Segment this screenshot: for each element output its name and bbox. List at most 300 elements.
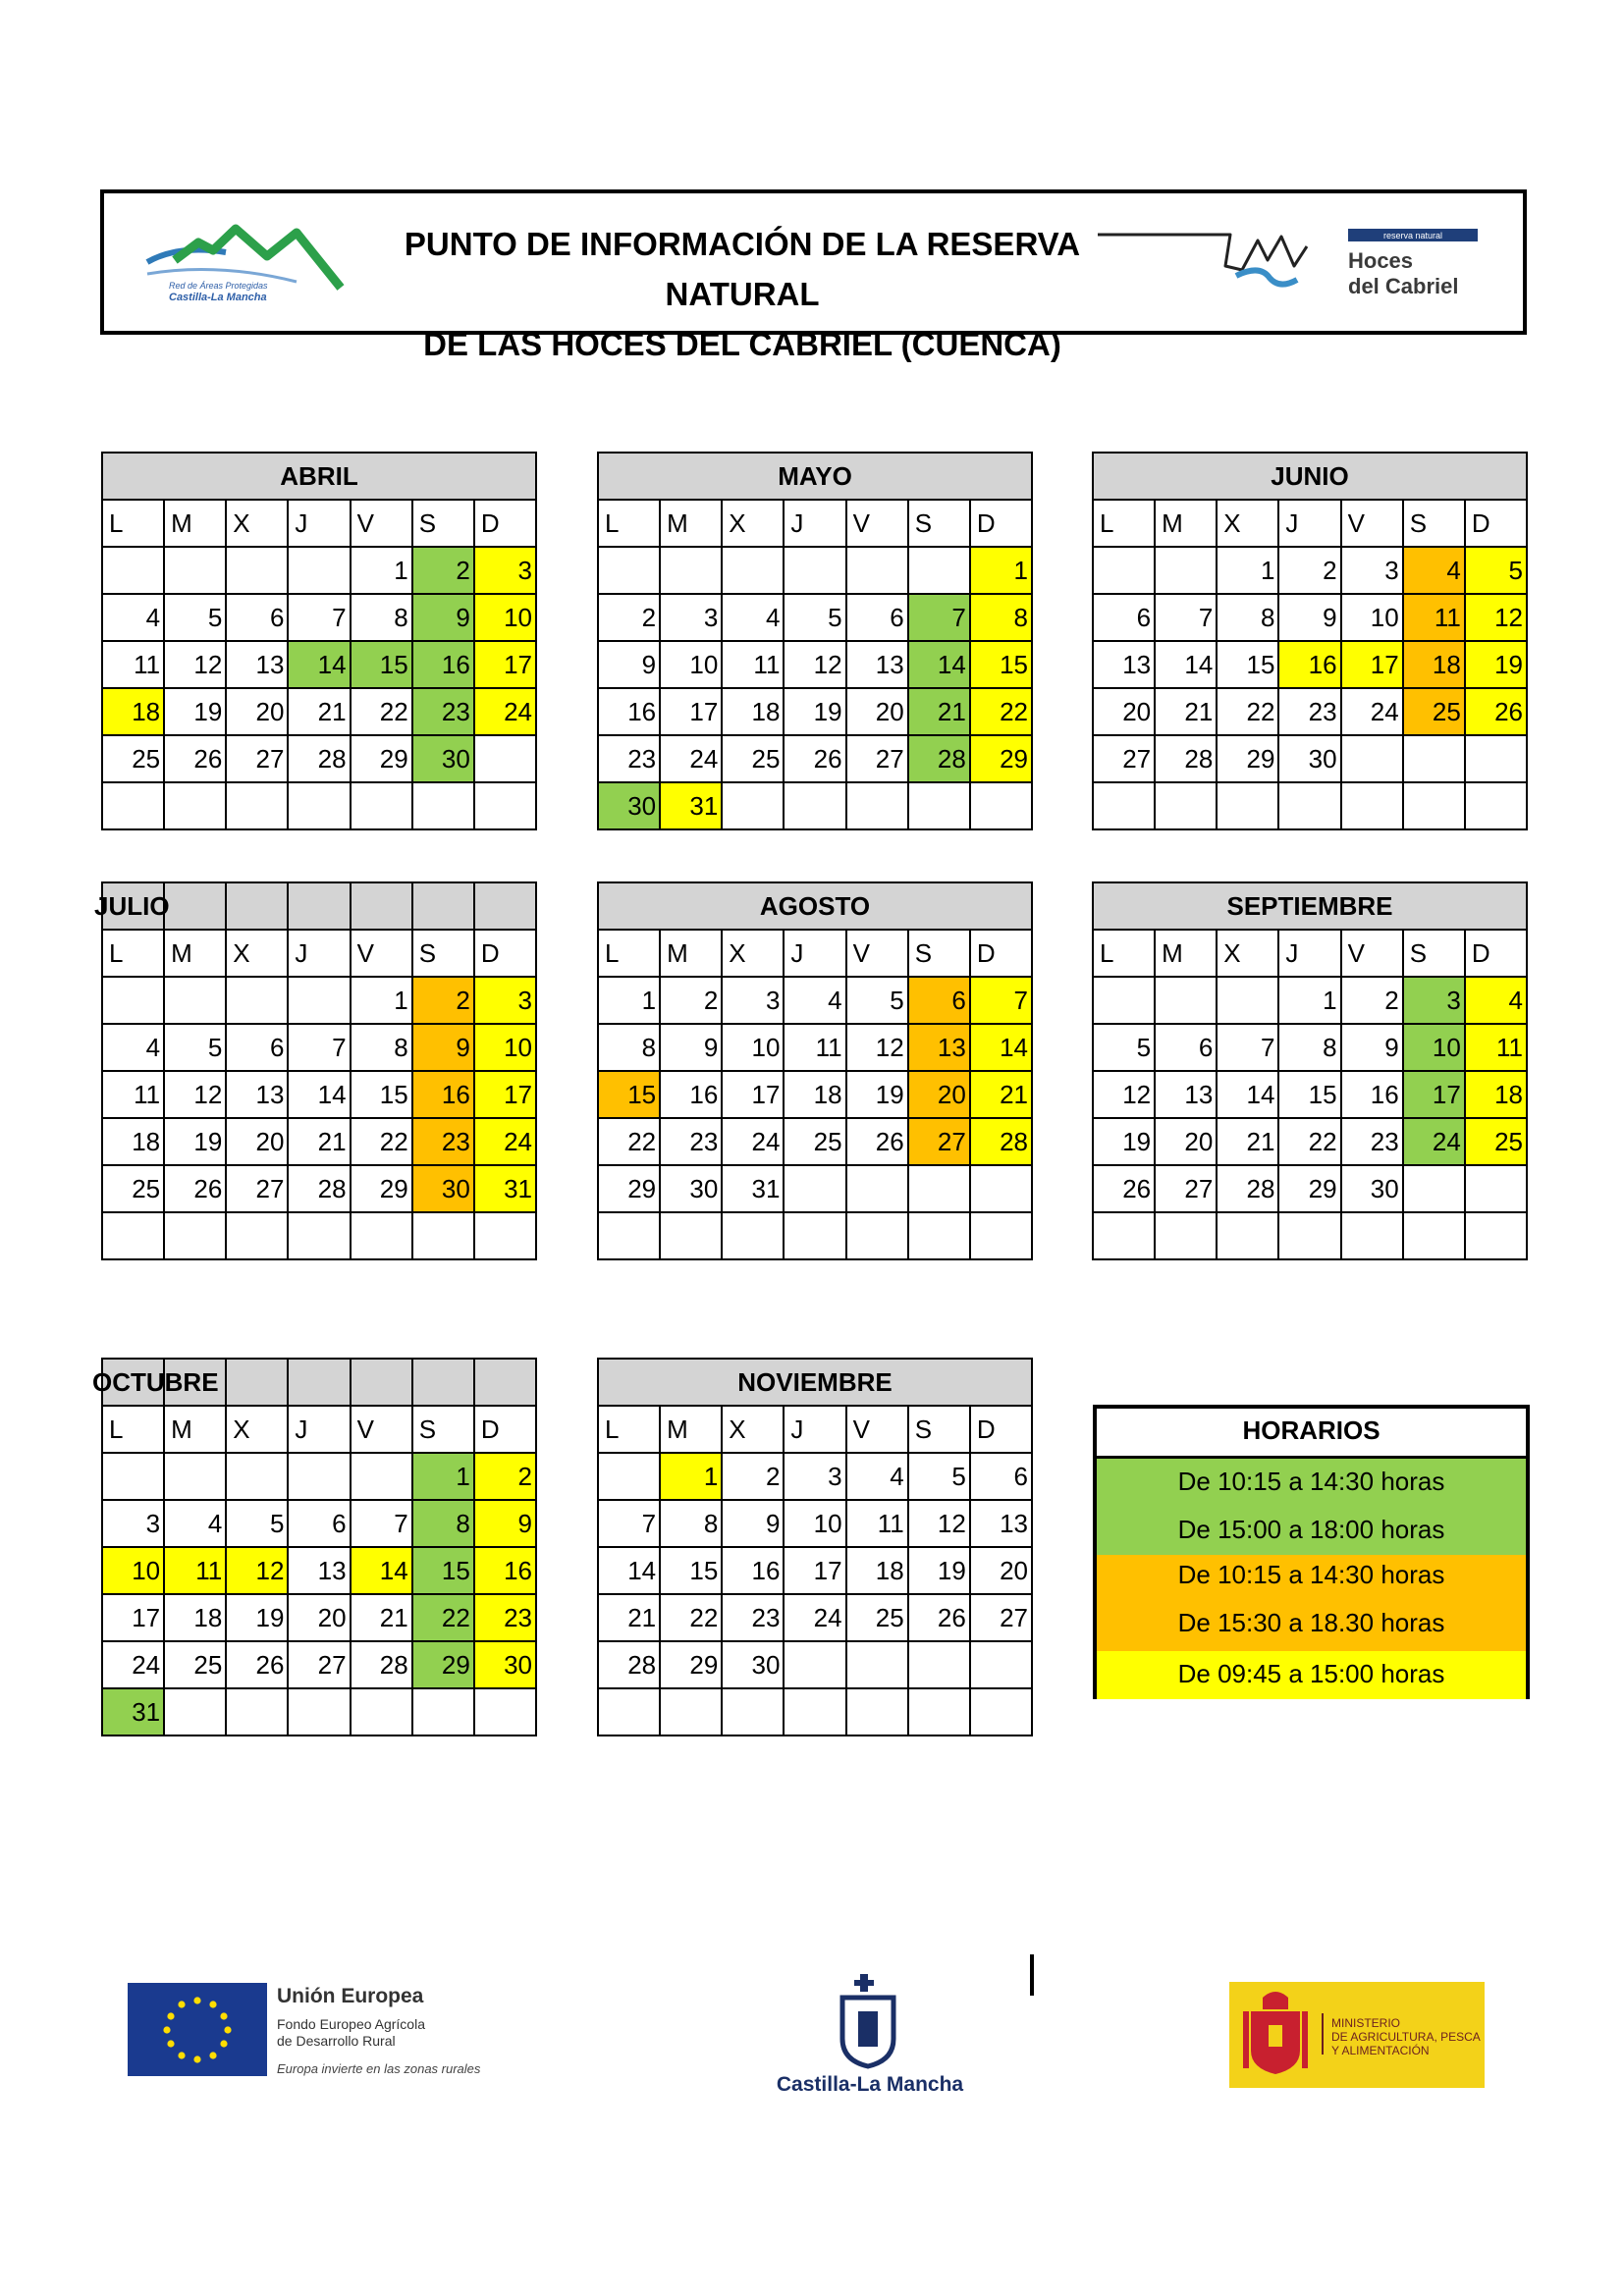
day-cell: 14 xyxy=(288,641,350,688)
day-cell: 30 xyxy=(660,1165,722,1212)
weekday-label: D xyxy=(970,500,1032,547)
day-cell: 29 xyxy=(1278,1165,1340,1212)
month-header-cell xyxy=(288,882,350,930)
weekday-header-row xyxy=(102,500,536,547)
empty-day-cell xyxy=(288,782,350,829)
day-cell: 10 xyxy=(722,1024,784,1071)
day-cell: 7 xyxy=(1217,1024,1278,1071)
day-cell: 17 xyxy=(1403,1071,1465,1118)
empty-day-cell xyxy=(164,1212,226,1259)
weekday-label: X xyxy=(1217,930,1278,977)
empty-day-cell xyxy=(1217,1212,1278,1259)
month-header-cell xyxy=(164,882,226,930)
month-header-cell xyxy=(474,1359,536,1406)
day-cell: 11 xyxy=(102,1071,164,1118)
weekday-label: D xyxy=(1465,500,1527,547)
day-cell: 14 xyxy=(598,1547,660,1594)
week-row xyxy=(598,547,1032,594)
weekday-label: V xyxy=(351,930,412,977)
day-cell: 18 xyxy=(164,1594,226,1641)
month-title xyxy=(94,882,170,930)
day-cell: 19 xyxy=(1465,641,1527,688)
day-cell: 7 xyxy=(1155,594,1217,641)
day-cell: 31 xyxy=(722,1165,784,1212)
day-cell: 23 xyxy=(722,1594,784,1641)
weekday-header-row xyxy=(1093,500,1527,547)
week-row xyxy=(102,1688,536,1735)
weekday-header-row xyxy=(1093,930,1527,977)
week-row xyxy=(598,641,1032,688)
day-cell: 23 xyxy=(1341,1118,1403,1165)
weekday-label: J xyxy=(1278,930,1340,977)
day-cell: 24 xyxy=(784,1594,845,1641)
svg-text:Y ALIMENTACIÓN: Y ALIMENTACIÓN xyxy=(1331,2044,1430,2057)
day-cell: 4 xyxy=(102,1024,164,1071)
week-row xyxy=(598,1594,1032,1641)
calendar-septiembre xyxy=(1092,881,1528,1260)
day-cell: 6 xyxy=(226,1024,288,1071)
day-cell: 6 xyxy=(1155,1024,1217,1071)
day-cell: 3 xyxy=(784,1453,845,1500)
empty-day-cell xyxy=(288,1212,350,1259)
week-row xyxy=(1093,735,1527,782)
day-cell: 22 xyxy=(412,1594,474,1641)
day-cell: 8 xyxy=(1217,594,1278,641)
empty-day-cell xyxy=(1465,782,1527,829)
day-cell: 13 xyxy=(908,1024,970,1071)
empty-day-cell xyxy=(660,1688,722,1735)
day-cell: 20 xyxy=(846,688,908,735)
day-cell: 29 xyxy=(1217,735,1278,782)
day-cell: 23 xyxy=(474,1594,536,1641)
day-cell: 13 xyxy=(846,641,908,688)
svg-text:MINISTERIO: MINISTERIO xyxy=(1331,2016,1401,2030)
day-cell: 27 xyxy=(908,1118,970,1165)
day-cell: 30 xyxy=(1278,735,1340,782)
day-cell: 28 xyxy=(288,735,350,782)
day-cell: 20 xyxy=(288,1594,350,1641)
empty-day-cell xyxy=(226,1453,288,1500)
day-cell: 10 xyxy=(660,641,722,688)
day-cell: 21 xyxy=(288,1118,350,1165)
day-cell: 31 xyxy=(102,1688,164,1735)
day-cell: 28 xyxy=(1155,735,1217,782)
day-cell: 21 xyxy=(351,1594,412,1641)
day-cell: 13 xyxy=(1093,641,1155,688)
month-title: AGOSTO xyxy=(598,882,1032,930)
day-cell: 11 xyxy=(1465,1024,1527,1071)
empty-day-cell xyxy=(351,1688,412,1735)
day-cell: 16 xyxy=(660,1071,722,1118)
day-cell: 12 xyxy=(784,641,845,688)
week-row xyxy=(598,977,1032,1024)
week-row xyxy=(598,1212,1032,1259)
week-row xyxy=(598,782,1032,829)
day-cell: 22 xyxy=(598,1118,660,1165)
day-cell: 2 xyxy=(412,547,474,594)
month-header-cell xyxy=(351,882,412,930)
day-cell: 9 xyxy=(660,1024,722,1071)
empty-day-cell xyxy=(288,1453,350,1500)
empty-day-cell xyxy=(908,1641,970,1688)
day-cell: 5 xyxy=(164,1024,226,1071)
weekday-label: M xyxy=(660,930,722,977)
weekday-label: X xyxy=(226,500,288,547)
svg-text:del Cabriel: del Cabriel xyxy=(1348,274,1459,298)
weekday-label: L xyxy=(1093,930,1155,977)
day-cell: 2 xyxy=(1278,547,1340,594)
month-header-cell xyxy=(226,882,288,930)
day-cell: 10 xyxy=(784,1500,845,1547)
empty-day-cell xyxy=(412,782,474,829)
day-cell: 1 xyxy=(1217,547,1278,594)
day-cell: 8 xyxy=(351,1024,412,1071)
month-header-row xyxy=(102,1359,536,1406)
day-cell: 27 xyxy=(846,735,908,782)
weekday-label: L xyxy=(102,500,164,547)
day-cell: 4 xyxy=(846,1453,908,1500)
week-row xyxy=(598,1547,1032,1594)
day-cell: 12 xyxy=(846,1024,908,1071)
day-cell: 22 xyxy=(351,688,412,735)
month-header-cell xyxy=(288,1359,350,1406)
day-cell: 26 xyxy=(1465,688,1527,735)
weekday-label: V xyxy=(1341,930,1403,977)
calendar-octubre xyxy=(92,1358,537,1736)
day-cell: 24 xyxy=(660,735,722,782)
empty-day-cell xyxy=(970,1212,1032,1259)
week-row xyxy=(102,1594,536,1641)
day-cell: 21 xyxy=(970,1071,1032,1118)
day-cell: 25 xyxy=(1403,688,1465,735)
day-cell: 1 xyxy=(351,547,412,594)
day-cell: 1 xyxy=(351,977,412,1024)
calendar-mayo xyxy=(597,452,1033,830)
day-cell: 13 xyxy=(226,1071,288,1118)
weekday-label: M xyxy=(1155,930,1217,977)
weekday-label: M xyxy=(164,500,226,547)
empty-day-cell xyxy=(351,1453,412,1500)
day-cell: 10 xyxy=(1341,594,1403,641)
day-cell: 22 xyxy=(660,1594,722,1641)
day-cell: 12 xyxy=(1465,594,1527,641)
svg-text:Castilla-La Mancha: Castilla-La Mancha xyxy=(169,292,267,303)
empty-day-cell xyxy=(1403,735,1465,782)
day-cell: 8 xyxy=(970,594,1032,641)
week-row xyxy=(1093,1212,1527,1259)
weekday-label: D xyxy=(474,930,536,977)
day-cell: 4 xyxy=(164,1500,226,1547)
month-header-cell xyxy=(412,1359,474,1406)
day-cell: 8 xyxy=(598,1024,660,1071)
day-cell: 8 xyxy=(351,594,412,641)
day-cell: 12 xyxy=(1093,1071,1155,1118)
empty-day-cell xyxy=(1155,782,1217,829)
day-cell: 14 xyxy=(1217,1071,1278,1118)
weekday-label: L xyxy=(598,930,660,977)
day-cell: 24 xyxy=(474,1118,536,1165)
day-cell: 23 xyxy=(598,735,660,782)
week-row xyxy=(102,1453,536,1500)
day-cell: 4 xyxy=(102,594,164,641)
day-cell: 9 xyxy=(722,1500,784,1547)
day-cell: 28 xyxy=(970,1118,1032,1165)
day-cell: 4 xyxy=(1403,547,1465,594)
day-cell: 17 xyxy=(784,1547,845,1594)
empty-day-cell xyxy=(1403,1165,1465,1212)
empty-day-cell xyxy=(908,782,970,829)
day-cell: 27 xyxy=(226,735,288,782)
day-cell: 30 xyxy=(412,1165,474,1212)
day-cell: 5 xyxy=(164,594,226,641)
day-cell: 2 xyxy=(598,594,660,641)
day-cell: 2 xyxy=(412,977,474,1024)
day-cell: 15 xyxy=(351,641,412,688)
day-cell: 19 xyxy=(784,688,845,735)
weekday-label: V xyxy=(351,500,412,547)
empty-day-cell xyxy=(908,547,970,594)
day-cell: 12 xyxy=(164,641,226,688)
day-cell: 22 xyxy=(970,688,1032,735)
day-cell: 29 xyxy=(598,1165,660,1212)
weekday-label: J xyxy=(1278,500,1340,547)
day-cell: 28 xyxy=(908,735,970,782)
empty-day-cell xyxy=(598,1212,660,1259)
day-cell: 29 xyxy=(970,735,1032,782)
empty-day-cell xyxy=(102,782,164,829)
week-row xyxy=(102,1641,536,1688)
day-cell: 5 xyxy=(1093,1024,1155,1071)
day-cell: 26 xyxy=(908,1594,970,1641)
day-cell: 9 xyxy=(412,594,474,641)
empty-day-cell xyxy=(1341,1212,1403,1259)
weekday-header-row xyxy=(102,1406,536,1453)
title-line-2: DE LAS HOCES DEL CABRIEL (CUENCA) xyxy=(423,326,1061,362)
day-cell: 28 xyxy=(1217,1165,1278,1212)
hoces-del-cabriel-logo xyxy=(1230,227,1505,303)
day-cell: 30 xyxy=(474,1641,536,1688)
empty-day-cell xyxy=(474,1688,536,1735)
day-cell: 14 xyxy=(908,641,970,688)
empty-day-cell xyxy=(1093,547,1155,594)
day-cell: 7 xyxy=(351,1500,412,1547)
empty-day-cell xyxy=(722,547,784,594)
day-cell: 10 xyxy=(102,1547,164,1594)
empty-day-cell xyxy=(1341,782,1403,829)
day-cell: 25 xyxy=(164,1641,226,1688)
week-row xyxy=(598,735,1032,782)
day-cell: 11 xyxy=(722,641,784,688)
day-cell: 27 xyxy=(288,1641,350,1688)
empty-day-cell xyxy=(1155,547,1217,594)
empty-day-cell xyxy=(1278,782,1340,829)
day-cell: 26 xyxy=(164,1165,226,1212)
empty-day-cell xyxy=(660,547,722,594)
month-header-row xyxy=(598,882,1032,930)
day-cell: 14 xyxy=(970,1024,1032,1071)
day-cell: 19 xyxy=(908,1547,970,1594)
day-cell: 6 xyxy=(1093,594,1155,641)
day-cell: 20 xyxy=(1093,688,1155,735)
weekday-label: S xyxy=(1403,930,1465,977)
day-cell: 30 xyxy=(412,735,474,782)
week-row xyxy=(1093,547,1527,594)
day-cell: 11 xyxy=(846,1500,908,1547)
month-header-row xyxy=(1093,882,1527,930)
day-cell: 20 xyxy=(970,1547,1032,1594)
weekday-header-row xyxy=(598,1406,1032,1453)
day-cell: 27 xyxy=(970,1594,1032,1641)
empty-day-cell xyxy=(1217,977,1278,1024)
day-cell: 15 xyxy=(412,1547,474,1594)
day-cell: 2 xyxy=(1341,977,1403,1024)
weekday-label: M xyxy=(1155,500,1217,547)
weekday-label: J xyxy=(784,500,845,547)
weekday-label: X xyxy=(722,930,784,977)
day-cell: 30 xyxy=(722,1641,784,1688)
day-cell: 22 xyxy=(1278,1118,1340,1165)
month-title-text: JULIO xyxy=(94,890,170,921)
day-cell: 5 xyxy=(908,1453,970,1500)
empty-day-cell xyxy=(1465,735,1527,782)
week-row xyxy=(102,641,536,688)
day-cell: 10 xyxy=(1403,1024,1465,1071)
header-box xyxy=(100,189,1527,362)
day-cell: 6 xyxy=(226,594,288,641)
horarios-legend xyxy=(1093,1405,1530,1699)
day-cell: 28 xyxy=(598,1641,660,1688)
empty-day-cell xyxy=(970,1165,1032,1212)
divider-bar xyxy=(1030,1954,1034,1996)
day-cell: 12 xyxy=(908,1500,970,1547)
day-cell: 13 xyxy=(226,641,288,688)
week-row xyxy=(102,1071,536,1118)
weekday-label: X xyxy=(722,500,784,547)
day-cell: 10 xyxy=(474,594,536,641)
svg-text:DE AGRICULTURA, PESCA: DE AGRICULTURA, PESCA xyxy=(1331,2030,1481,2044)
week-row xyxy=(102,1212,536,1259)
weekday-label: V xyxy=(1341,500,1403,547)
empty-day-cell xyxy=(598,1453,660,1500)
day-cell: 13 xyxy=(288,1547,350,1594)
empty-day-cell xyxy=(970,1641,1032,1688)
week-row xyxy=(598,594,1032,641)
day-cell: 9 xyxy=(474,1500,536,1547)
weekday-label: D xyxy=(970,1406,1032,1453)
week-row xyxy=(102,1547,536,1594)
month-header-cell xyxy=(226,1359,288,1406)
weekday-label: J xyxy=(784,1406,845,1453)
svg-text:Hoces: Hoces xyxy=(1348,248,1414,273)
day-cell: 29 xyxy=(351,735,412,782)
weekday-header-row xyxy=(102,930,536,977)
day-cell: 26 xyxy=(226,1641,288,1688)
calendar-noviembre xyxy=(597,1358,1033,1736)
month-header-row xyxy=(598,453,1032,500)
empty-day-cell xyxy=(288,977,350,1024)
svg-text:Fondo Europeo Agrícola: Fondo Europeo Agrícola xyxy=(277,2016,425,2032)
day-cell: 19 xyxy=(846,1071,908,1118)
day-cell: 31 xyxy=(660,782,722,829)
empty-day-cell xyxy=(908,1688,970,1735)
day-cell: 19 xyxy=(226,1594,288,1641)
weekday-label: X xyxy=(722,1406,784,1453)
weekday-label: D xyxy=(474,1406,536,1453)
day-cell: 25 xyxy=(846,1594,908,1641)
day-cell: 6 xyxy=(288,1500,350,1547)
day-cell: 25 xyxy=(102,1165,164,1212)
empty-day-cell xyxy=(846,1212,908,1259)
weekday-label: S xyxy=(1403,500,1465,547)
day-cell: 9 xyxy=(412,1024,474,1071)
day-cell: 15 xyxy=(970,641,1032,688)
day-cell: 23 xyxy=(412,688,474,735)
week-row xyxy=(102,688,536,735)
month-title: JUNIO xyxy=(1093,453,1527,500)
week-row xyxy=(102,1165,536,1212)
day-cell: 29 xyxy=(351,1165,412,1212)
month-title: ABRIL xyxy=(102,453,536,500)
empty-day-cell xyxy=(846,1641,908,1688)
day-cell: 3 xyxy=(660,594,722,641)
week-row xyxy=(102,782,536,829)
day-cell: 6 xyxy=(908,977,970,1024)
day-cell: 4 xyxy=(1465,977,1527,1024)
day-cell: 1 xyxy=(660,1453,722,1500)
day-cell: 17 xyxy=(474,641,536,688)
weekday-label: L xyxy=(598,500,660,547)
day-cell: 28 xyxy=(351,1641,412,1688)
weekday-label: V xyxy=(351,1406,412,1453)
day-cell: 11 xyxy=(164,1547,226,1594)
weekday-label: S xyxy=(412,1406,474,1453)
week-row xyxy=(102,547,536,594)
weekday-label: M xyxy=(164,930,226,977)
day-cell: 27 xyxy=(1093,735,1155,782)
empty-day-cell xyxy=(288,1688,350,1735)
day-cell: 16 xyxy=(722,1547,784,1594)
day-cell: 24 xyxy=(474,688,536,735)
day-cell: 31 xyxy=(474,1165,536,1212)
empty-day-cell xyxy=(784,1688,845,1735)
month-header-cell xyxy=(474,882,536,930)
svg-text:Unión Europea: Unión Europea xyxy=(277,1985,424,2007)
day-cell: 24 xyxy=(722,1118,784,1165)
empty-day-cell xyxy=(474,735,536,782)
day-cell: 17 xyxy=(474,1071,536,1118)
legend-green-line-1: De 10:15 a 14:30 horas xyxy=(1177,1467,1445,1496)
empty-day-cell xyxy=(351,1212,412,1259)
week-row xyxy=(1093,1024,1527,1071)
week-row xyxy=(102,977,536,1024)
empty-day-cell xyxy=(164,977,226,1024)
day-cell: 14 xyxy=(1155,641,1217,688)
day-cell: 9 xyxy=(598,641,660,688)
weekday-label: D xyxy=(1465,930,1527,977)
day-cell: 12 xyxy=(226,1547,288,1594)
week-row xyxy=(598,1641,1032,1688)
empty-day-cell xyxy=(164,782,226,829)
weekday-label: V xyxy=(846,1406,908,1453)
day-cell: 16 xyxy=(1341,1071,1403,1118)
weekday-label: D xyxy=(970,930,1032,977)
day-cell: 26 xyxy=(846,1118,908,1165)
weekday-label: S xyxy=(412,500,474,547)
day-cell: 5 xyxy=(226,1500,288,1547)
empty-day-cell xyxy=(1093,782,1155,829)
empty-day-cell xyxy=(226,1688,288,1735)
empty-day-cell xyxy=(1278,1212,1340,1259)
